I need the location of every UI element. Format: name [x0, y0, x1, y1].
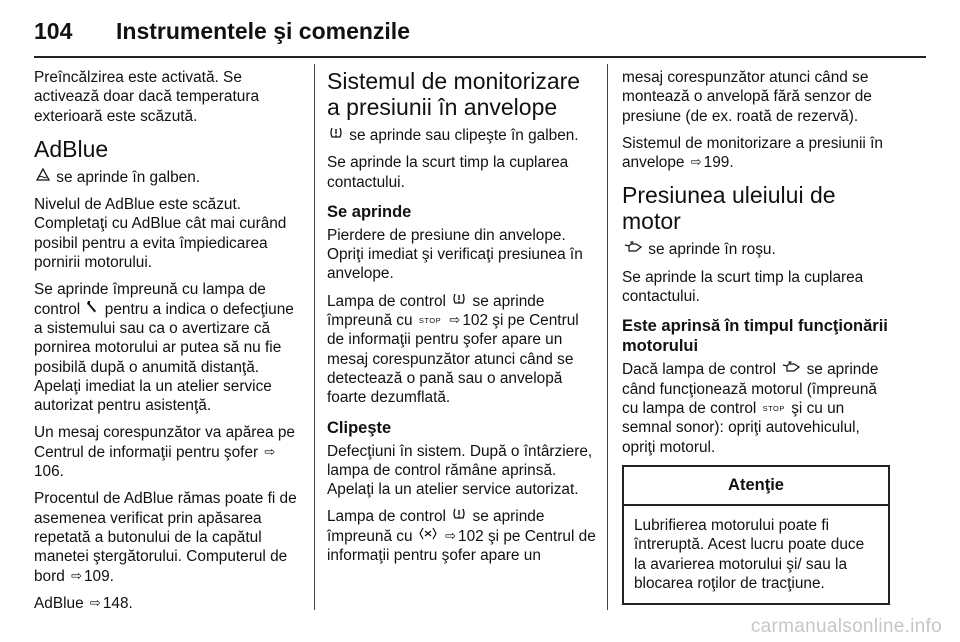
- tire-pressure-icon: [452, 292, 466, 307]
- subheading-clipeste: Clipeşte: [327, 418, 392, 437]
- paragraph: Nivelul de AdBlue este scăzut. Completaţi cu AdBlue cât mai curând posibil pentru a evita împiedicarea pornirii motorului.: [34, 196, 287, 272]
- paragraph: Sistemul de monitorizare a presiunii în anvelope ⇨ 199.: [622, 134, 883, 172]
- page-reference-link[interactable]: 199.: [703, 154, 734, 172]
- reference-arrow-icon: ⇨: [449, 312, 461, 328]
- paragraph: Dacă lampa de control se aprinde când funcţionează motorul (împreună cu lampa de control STOP şi cu un semnal sonor): opriţi autovehiculul, opriţi motorul.: [622, 361, 879, 456]
- subheading-se-aprinde: Se aprinde: [327, 202, 412, 221]
- reference-arrow-icon: ⇨: [71, 567, 82, 583]
- page-reference-link[interactable]: 102 şi pe Centrul de informaţii pentru şofer apare un: [327, 527, 596, 565]
- reference-arrow-icon: ⇨: [264, 443, 276, 459]
- watermark: carmanualsonline.info: [750, 616, 942, 637]
- paragraph: Preîncălzirea este activată. Se activează doar dacă temperatura exterioară este scăzută.: [34, 69, 260, 125]
- section-heading-adblue: AdBlue: [34, 135, 109, 162]
- page-reference-link[interactable]: 109.: [84, 567, 114, 585]
- page-reference-link[interactable]: 102 şi pe Centrul de informaţii pentru şofer apare un mesaj corespunzător atunci când se detectează o pană sau o anvelopă foarte dezumflată.: [327, 312, 579, 407]
- tire-pressure-icon: [329, 126, 343, 141]
- adblue-warning-icon: [36, 168, 50, 183]
- column-1: [34, 68, 306, 621]
- column-2: [327, 68, 597, 573]
- paragraph: Se aprinde împreună cu lampa de control pentru a indica o defecţiune a sistemului sau ca o avertizare că pornirea motorului ar putea să nu fie posibilă după o anumită distanţă. Apelaţi imediat la un atelier service autorizat pentru asistenţă.: [34, 281, 294, 415]
- page-header: [34, 10, 926, 58]
- caution-notice: [622, 465, 890, 605]
- paragraph: se aprinde în galben.: [34, 168, 306, 187]
- paragraph: se aprinde în roşu.: [622, 240, 890, 259]
- column-3: [622, 68, 890, 605]
- paragraph: Procentul de AdBlue rămas poate fi de asemenea verificat prin apăsarea repetată a butonului de la capătul manetei ştergătorului. Computerul de bord ⇨ 109.: [34, 490, 297, 585]
- paragraph: Se aprinde la scurt timp la cuplarea contactului.: [622, 268, 864, 306]
- paragraph: Defecţiuni în sistem. După o întârziere, lampa de control rămâne aprinsă. Apelaţi la un atelier service autorizat.: [327, 442, 593, 499]
- section-heading-tpms: Sistemul de monitorizare a presiunii în anvelope: [327, 68, 581, 120]
- reference-arrow-icon: ⇨: [89, 594, 101, 610]
- column-divider: [607, 64, 608, 610]
- notice-body: Lubrifierea motorului poate fi întreruptă. Acest lucru poate duce la avarierea motorului şi/ sau la blocarea roţilor de tracţiune.: [634, 517, 865, 593]
- page-number: 104: [34, 18, 73, 44]
- stop-icon: STOP: [418, 316, 442, 326]
- paragraph: Lampa de control se aprinde împreună cu STOP ⇨ 102 şi pe Centrul de informaţii pentru şofer apare un mesaj corespunzător atunci când se detectează o pană sau o anvelopă foarte dezumflată.: [327, 292, 579, 407]
- notice-title: Atenţie: [624, 467, 888, 506]
- section-heading-oil-pressure: Presiunea uleiului de motor: [622, 182, 836, 235]
- reference-arrow-icon: ⇨: [690, 154, 702, 170]
- page-reference-link[interactable]: 148.: [102, 594, 133, 612]
- page-reference-link[interactable]: 106.: [34, 463, 64, 481]
- subheading-engine-running: Este aprinsă în timpul funcţionării motorului: [622, 317, 888, 356]
- paragraph: AdBlue ⇨ 148.: [34, 594, 133, 612]
- wrench-icon: [86, 300, 98, 315]
- paragraph: Lampa de control se aprinde împreună cu ⇨ 102 şi pe Centrul de informaţii pentru şofer apare un: [327, 508, 596, 565]
- oil-can-icon: [624, 241, 642, 255]
- tire-pressure-icon: [452, 507, 466, 522]
- paragraph: Se aprinde la scurt timp la cuplarea contactului.: [327, 154, 569, 191]
- paragraph: mesaj corespunzător atunci când se montează o anvelopă fără senzor de presiune (de ex. roată de rezervă).: [622, 69, 872, 125]
- paragraph: Pierdere de presiune din anvelope. Opriţi imediat şi verificaţi presiunea în anvelope.: [327, 226, 583, 283]
- reference-arrow-icon: ⇨: [445, 527, 457, 543]
- paragraph: Un mesaj corespunzător va apărea pe Centrul de informaţii pentru şofer ⇨106.: [34, 424, 295, 481]
- running-title: Instrumentele şi comenzile: [116, 18, 410, 44]
- column-divider: [314, 64, 315, 610]
- check-indicator-icon: [419, 527, 437, 542]
- paragraph: se aprinde sau clipeşte în galben.: [327, 126, 597, 145]
- oil-can-icon: [782, 361, 800, 375]
- stop-icon: STOP: [762, 403, 785, 413]
